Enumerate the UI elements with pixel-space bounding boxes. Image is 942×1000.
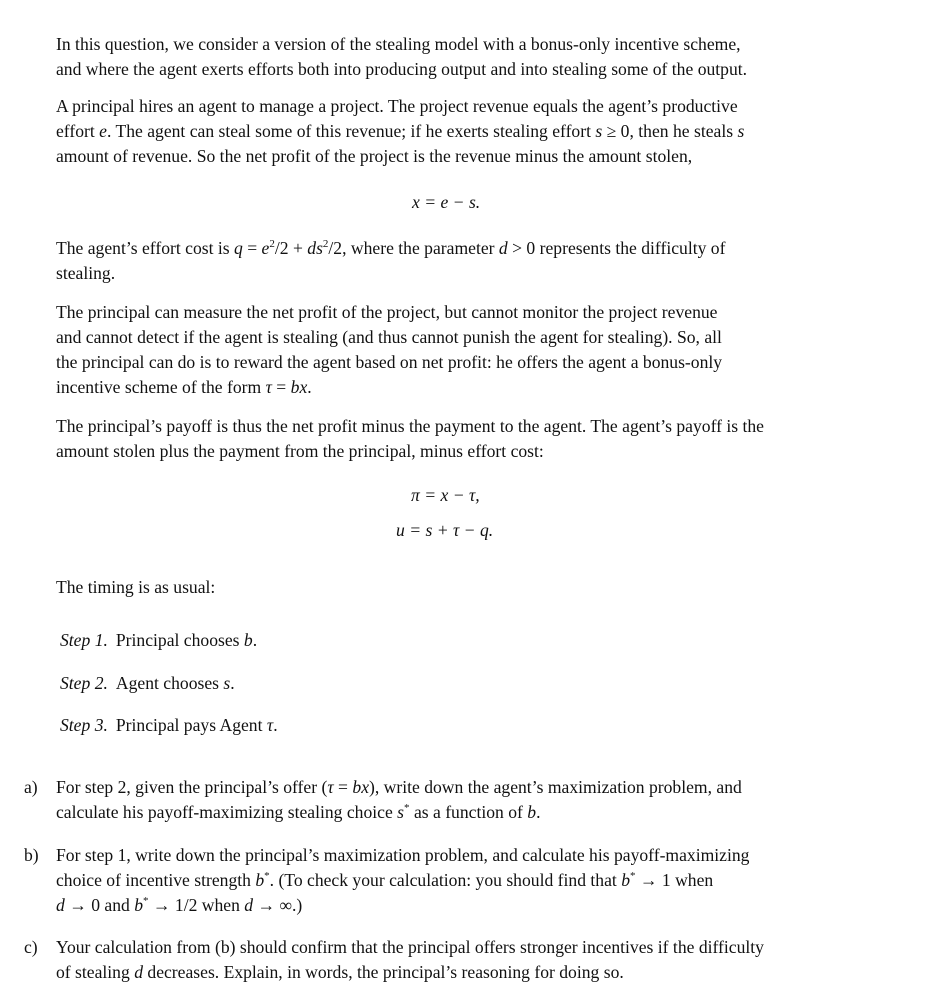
question-c-line-2: of stealing d decreases. Explain, in words, the principal’s reasoning for doing so. xyxy=(56,962,624,982)
principal-payoff-equation: π = x − τ, xyxy=(411,485,480,505)
question-c-letter: c) xyxy=(24,937,38,957)
intro-line-2: and where the agent exerts efforts both into producing output and into stealing some of the output. xyxy=(56,59,748,79)
question-c-line-1: Your calculation from (b) should confirm that the principal offers stronger incentives if the difficulty xyxy=(56,937,764,957)
question-b-line-3: d → 0 and b* → 1/2 when d → ∞.) xyxy=(56,895,303,915)
payoffs-line-2: amount stolen plus the payment from the principal, minus effort cost: xyxy=(56,441,544,461)
principal-info-line-3: the principal can do is to reward the agent based on net profit: he offers the agent a bonus-only xyxy=(56,352,723,372)
step-2: Step 2. Agent chooses s. xyxy=(60,673,235,693)
timing-heading: The timing is as usual: xyxy=(56,577,216,597)
profit-equation: x = e − s. xyxy=(412,192,481,212)
question-b-line-2: choice of incentive strength b*. (To check your calculation: you should find that b* → 1 when xyxy=(56,870,714,890)
principal-info-line-4: incentive scheme of the form τ = bx. xyxy=(56,377,312,397)
step-3-label: Step 3. xyxy=(60,715,108,735)
effort-cost-line-1: The agent’s effort cost is $q = e^2/2 + ds^2/2$, where the parameter d > 0 represents the difficulty of xyxy=(56,238,726,258)
effort-cost-line-2: stealing. xyxy=(56,263,116,283)
step-3: Step 3. Principal pays Agent τ. xyxy=(60,715,278,735)
question-a-line-1: For step 2, given the principal’s offer (τ = bx), write down the agent’s maximization problem, and xyxy=(56,777,742,797)
agent-payoff-equation: u = s + τ − q. xyxy=(396,520,494,540)
payoffs-paragraph xyxy=(56,414,852,464)
step-2-label: Step 2. xyxy=(60,673,108,693)
intro-paragraph xyxy=(56,32,852,82)
payoffs-line-1: The principal’s payoff is thus the net profit minus the payment to the agent. The agent’s payoff is the xyxy=(56,416,764,436)
principal-info-line-2: and cannot detect if the agent is stealing (and thus cannot punish the agent for stealing). So, all xyxy=(56,327,722,347)
principal-info-line-1: The principal can measure the net profit of the project, but cannot monitor the project revenue xyxy=(56,302,718,322)
setup-line-2: effort e. The agent can steal some of this revenue; if he exerts stealing effort s ≥ 0, then he steals s xyxy=(56,121,745,141)
setup-paragraph xyxy=(56,94,852,169)
question-a-line-2: calculate his payoff-maximizing stealing choice s* as a function of b. xyxy=(56,802,541,822)
question-a-letter: a) xyxy=(24,777,38,797)
question-b-letter: b) xyxy=(24,845,39,865)
intro-line-1: In this question, we consider a version of the stealing model with a bonus-only incentive scheme, xyxy=(56,34,741,54)
question-b-line-1: For step 1, write down the principal’s maximization problem, and calculate his payoff-maximizing xyxy=(56,845,750,865)
setup-line-1: A principal hires an agent to manage a project. The project revenue equals the agent’s productive xyxy=(56,96,738,116)
effort-cost-paragraph xyxy=(56,236,852,286)
principal-info-paragraph xyxy=(56,300,852,400)
step-1: Step 1. Principal chooses b. xyxy=(60,630,258,650)
setup-line-3: amount of revenue. So the net profit of the project is the revenue minus the amount stolen, xyxy=(56,146,693,166)
step-1-label: Step 1. xyxy=(60,630,108,650)
